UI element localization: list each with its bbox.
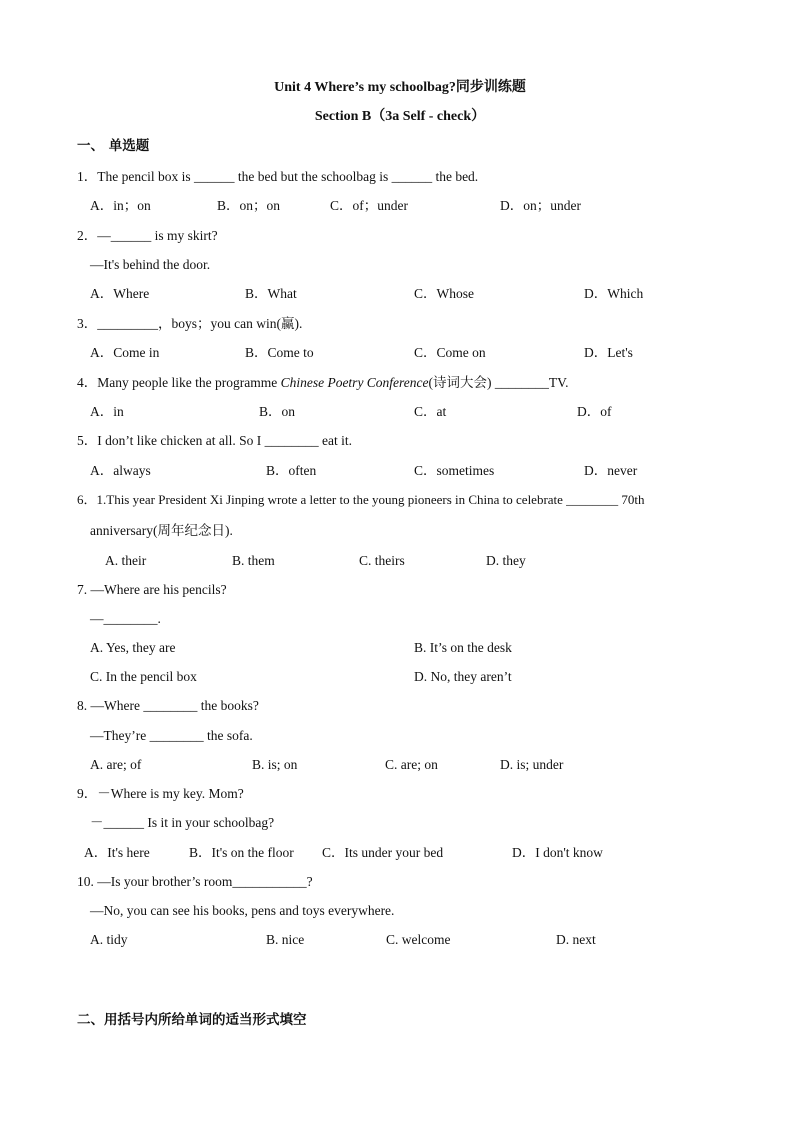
question-3-option-c: C．Come on [414, 345, 486, 360]
question-5-option-d: D．never [584, 463, 638, 478]
question-5-option-a: A．always [90, 463, 151, 478]
worksheet-subtitle: Section B（3a Self - check） [314, 109, 486, 124]
question-7-stem: 7. —Where are his pencils? [77, 582, 227, 597]
question-1-option-d: D．on；under [500, 198, 581, 213]
question-6-stem-continued: anniversary(周年纪念日). [90, 523, 233, 538]
question-6-option-b: B. them [232, 553, 275, 568]
question-1-option-b: B．on；on [217, 198, 281, 213]
question-2-option-c: C．Whose [414, 286, 474, 301]
question-6-option-d: D. they [486, 553, 526, 568]
question-4-programme-title: Chinese Poetry Conference [280, 375, 429, 390]
question-10-answer-line: —No, you can see his books, pens and toys everywhere. [90, 903, 395, 918]
question-4-stem-start: 4．Many people like the programme [77, 375, 281, 390]
question-2-stem: 2．—______ is my skirt? [77, 228, 218, 243]
question-9-option-a: A．It's here [84, 845, 150, 860]
question-9-option-b: B．It's on the floor [189, 845, 294, 860]
worksheet-title: Unit 4 Where’s my schoolbag?同步训练题 [274, 80, 526, 95]
question-2-option-a: A．Where [90, 286, 150, 301]
question-2-option-b: B．What [245, 286, 297, 301]
question-3-option-d: D．Let's [584, 345, 633, 360]
question-7-option-c: C. In the pencil box [90, 669, 197, 684]
question-7-option-d: D. No, they aren’t [414, 669, 512, 684]
question-9-stem: 9．－Where is my key. Mom? [77, 786, 244, 801]
question-6-option-a: A. their [105, 553, 147, 568]
question-4-option-b: B．on [259, 404, 296, 419]
question-9-answer-line: －______ Is it in your schoolbag? [90, 815, 275, 830]
question-7-option-a: A. Yes, they are [90, 640, 176, 655]
question-9-option-d: D．I don't know [512, 845, 603, 860]
question-7-answer-line: —________. [90, 611, 161, 626]
question-8-option-b: B. is; on [252, 757, 298, 772]
question-9-option-c: C．Its under your bed [322, 845, 444, 860]
question-6-stem: 6．1.This year President Xi Jinping wrote a letter to the young pioneers in China to celebrate ________ 70th [77, 492, 645, 507]
question-4-option-a: A．in [90, 404, 124, 419]
question-6-option-c: C. theirs [359, 553, 405, 568]
question-3-option-a: A．Come in [90, 345, 160, 360]
question-1-stem: 1．The pencil box is ______ the bed but the schoolbag is ______ the bed. [77, 169, 479, 184]
section-heading-fill-in: 二、用括号内所给单词的适当形式填空 [77, 1012, 307, 1028]
question-4-option-d: D．of [577, 404, 612, 419]
question-4-stem-end: (诗词大会) ________TV. [428, 375, 569, 390]
question-2-answer-line: —It's behind the door. [90, 257, 211, 272]
question-10-option-b: B. nice [266, 932, 305, 947]
question-4-stem [77, 376, 569, 390]
question-2-option-d: D．Which [584, 286, 644, 301]
question-10-option-a: A. tidy [90, 932, 128, 947]
question-8-option-c: C. are; on [385, 757, 438, 772]
question-5-option-b: B．often [266, 463, 317, 478]
question-1-option-c: C．of；under [330, 198, 408, 213]
question-8-option-d: D. is; under [500, 757, 564, 772]
question-8-stem: 8. —Where ________ the books? [77, 698, 259, 713]
question-5-option-c: C．sometimes [414, 463, 495, 478]
question-3-option-b: B．Come to [245, 345, 314, 360]
question-1-option-a: A．in；on [90, 198, 151, 213]
question-10-stem: 10. —Is your brother’s room___________? [77, 874, 313, 889]
question-8-option-a: A. are; of [90, 757, 142, 772]
question-10-option-c: C. welcome [386, 932, 451, 947]
question-5-stem: 5．I don’t like chicken at all. So I ________ eat it. [77, 433, 352, 448]
question-7-option-b: B. It’s on the desk [414, 640, 512, 655]
section-heading-single-choice: 一、 单选题 [77, 138, 150, 154]
question-8-answer-line: —They’re ________ the sofa. [90, 728, 253, 743]
question-3-stem: 3．_________，boys；you can win(赢). [77, 316, 303, 331]
question-4-option-c: C．at [414, 404, 447, 419]
question-10-option-d: D. next [556, 932, 596, 947]
